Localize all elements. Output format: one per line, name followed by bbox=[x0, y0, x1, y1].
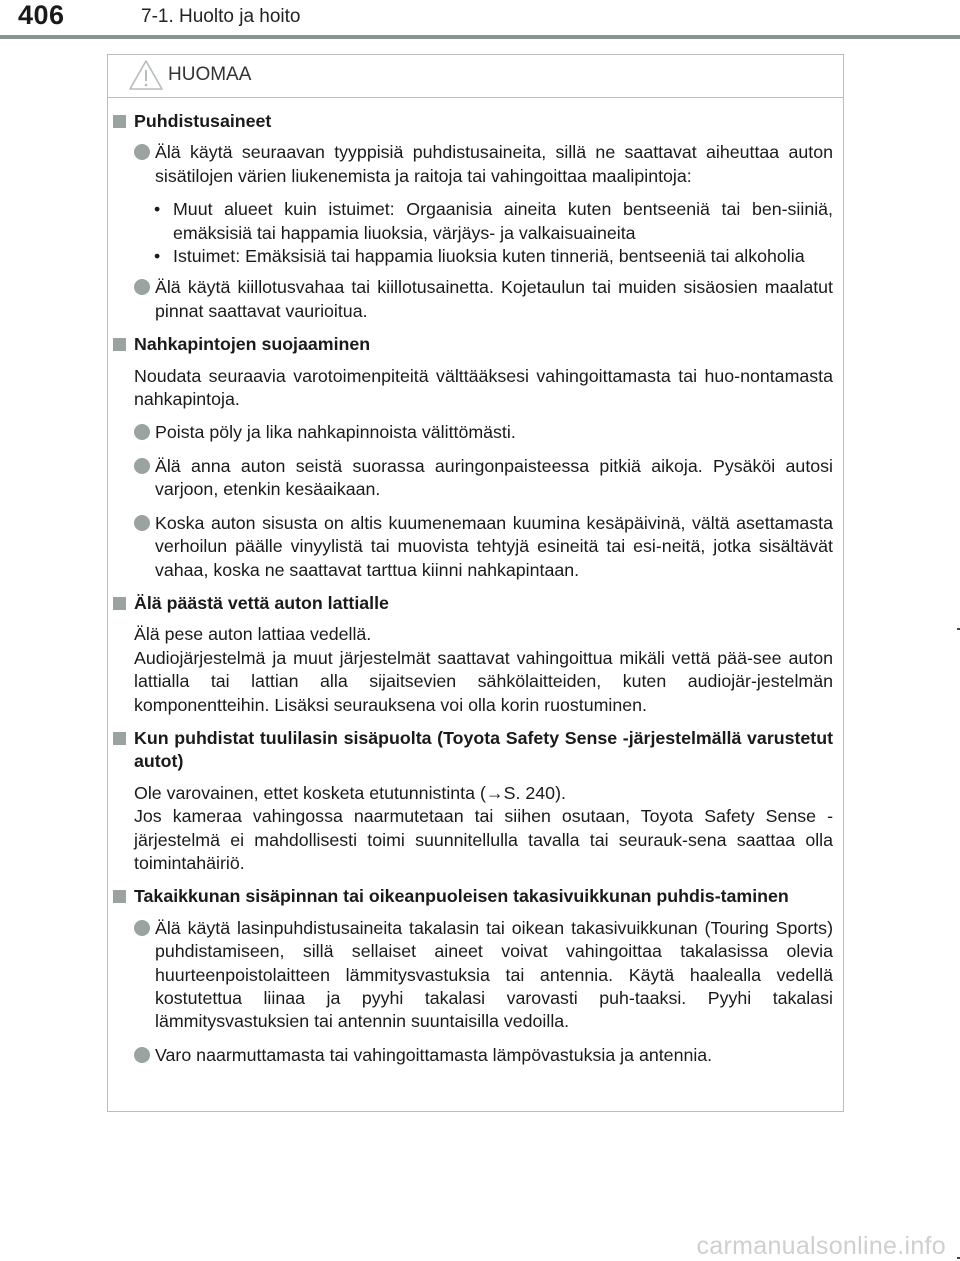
round-bullet-icon bbox=[134, 279, 150, 295]
section-title: Takaikkunan sisäpinnan tai oikeanpuoleisen takasivuikkunan puhdis-taminen bbox=[134, 885, 833, 908]
square-bullet-icon bbox=[113, 732, 126, 745]
header-rule bbox=[0, 35, 960, 39]
round-bullet-icon bbox=[134, 458, 150, 474]
list-item: Koska auton sisusta on altis kuumenemaan kuumina kesäpäivinä, vältä asettamasta verhoilun päälle vinyylistä tai muovista tehtyjä esineitä tai esi-neitä, jotka sisältävät vahaa, koska ne saattavat tarttua kiinni nahkapintaan. bbox=[134, 512, 833, 582]
square-bullet-icon bbox=[113, 115, 126, 128]
paragraph: Audiojärjestelmä ja muut järjestelmät saattavat vahingoittua mikäli vettä pää-see auton lattialla tai lattian alla sijaitsevien sähkölaitteiden, kuten audiojär-jestelmän komponentteihin. Lisäksi seurauksena voi olla korin ruostuminen. bbox=[134, 647, 833, 715]
list-item: Älä anna auton seistä suorassa auringonpaisteessa pitkiä aikoja. Pysäköi autosi varjoon, etenkin kesäaikaan. bbox=[134, 455, 833, 502]
list-item: Älä käytä kiillotusvahaa tai kiillotusainetta. Kojetaulun tai muiden sisäosien maalatut pinnat saattavat vaurioitua. bbox=[134, 276, 833, 323]
section-windshield-cleaning bbox=[108, 727, 843, 875]
round-bullet-icon bbox=[134, 1047, 150, 1063]
paragraph: Älä pese auton lattiaa vedellä. bbox=[134, 624, 372, 645]
sub-list-item: • Muut alueet kuin istuimet: Orgaanisia aineita kuten bentseeniä tai ben-siiniä, emäksisiä tai happamia liuoksia, värjäys- ja valkaisuaineita bbox=[154, 199, 833, 243]
notice-title: HUOMAA bbox=[168, 64, 252, 85]
section-cleaning-agents bbox=[108, 110, 843, 323]
list-item: Älä käytä seuraavan tyyppisiä puhdistusaineita, sillä ne saattavat aiheuttaa auton sisätilojen värien liukenemista ja raitoja tai vahingoittaa maalipintoja: bbox=[134, 141, 833, 188]
section-floor-water bbox=[108, 592, 843, 717]
notice-box bbox=[107, 54, 844, 1112]
paragraph: Jos kameraa vahingossa naarmutetaan tai siihen osutaan, Toyota Safety Sense -järjestelmä ei mahdollisesti toimi suunnitellulla tavalla tai seurauk-sena saattaa olla toimintahäiriö. bbox=[134, 806, 833, 873]
section-title: Nahkapintojen suojaaminen bbox=[134, 333, 833, 356]
paragraph: Noudata seuraavia varotoimenpiteitä välttääksesi vahingoittamasta tai huo-nontamasta nahkapintoja. bbox=[134, 365, 833, 410]
square-bullet-icon bbox=[113, 338, 126, 351]
notice-header bbox=[108, 55, 843, 98]
section-leather-protection bbox=[108, 333, 843, 582]
list-item: Älä käytä lasinpuhdistusaineita takalasin tai oikean takasivuikkunan (Touring Sports) puhdistamiseen, sillä sellaiset aineet voivat vahingoittaa takalasissa olevia huurteenpoistolaitteen lämmitysvastuksia tai antennia. Käytä haalealla vedellä kostutettua liinaa ja pyyhi takalasi varovasti puh-taaksi. Pyyhi takalasi lämmitysvastuksien tai antennin suuntaisilla vedoilla. bbox=[134, 917, 833, 1034]
section-label: 7-1. Huolto ja hoito bbox=[141, 6, 301, 27]
square-bullet-icon bbox=[113, 597, 126, 610]
section-title: Kun puhdistat tuulilasin sisäpuolta (Toyota Safety Sense -järjestelmällä varustetut autot) bbox=[134, 727, 833, 774]
warning-triangle-icon bbox=[128, 59, 164, 91]
square-bullet-icon bbox=[113, 890, 126, 903]
round-bullet-icon bbox=[134, 144, 150, 160]
section-title: Älä päästä vettä auton lattialle bbox=[134, 592, 833, 615]
list-item: Poista pöly ja lika nahkapinnoista välittömästi. bbox=[134, 421, 833, 444]
section-rear-window-cleaning bbox=[108, 885, 843, 1067]
page-number: 406 bbox=[18, 0, 65, 30]
watermark: carmanualsonline.info bbox=[696, 1232, 946, 1260]
section-title: Puhdistusaineet bbox=[134, 110, 833, 133]
list-item: Varo naarmuttamasta tai vahingoittamasta lämpövastuksia ja antennia. bbox=[134, 1044, 833, 1067]
notice-content bbox=[108, 110, 843, 1067]
paragraph: Ole varovainen, ettet kosketa etutunnistinta (→S. 240). bbox=[134, 782, 566, 803]
sub-list-item: • Istuimet: Emäksisiä tai happamia liuoksia kuten tinneriä, bentseeniä tai alkoholia bbox=[154, 246, 805, 267]
round-bullet-icon bbox=[134, 515, 150, 531]
round-bullet-icon bbox=[134, 424, 150, 440]
round-bullet-icon bbox=[134, 920, 150, 936]
